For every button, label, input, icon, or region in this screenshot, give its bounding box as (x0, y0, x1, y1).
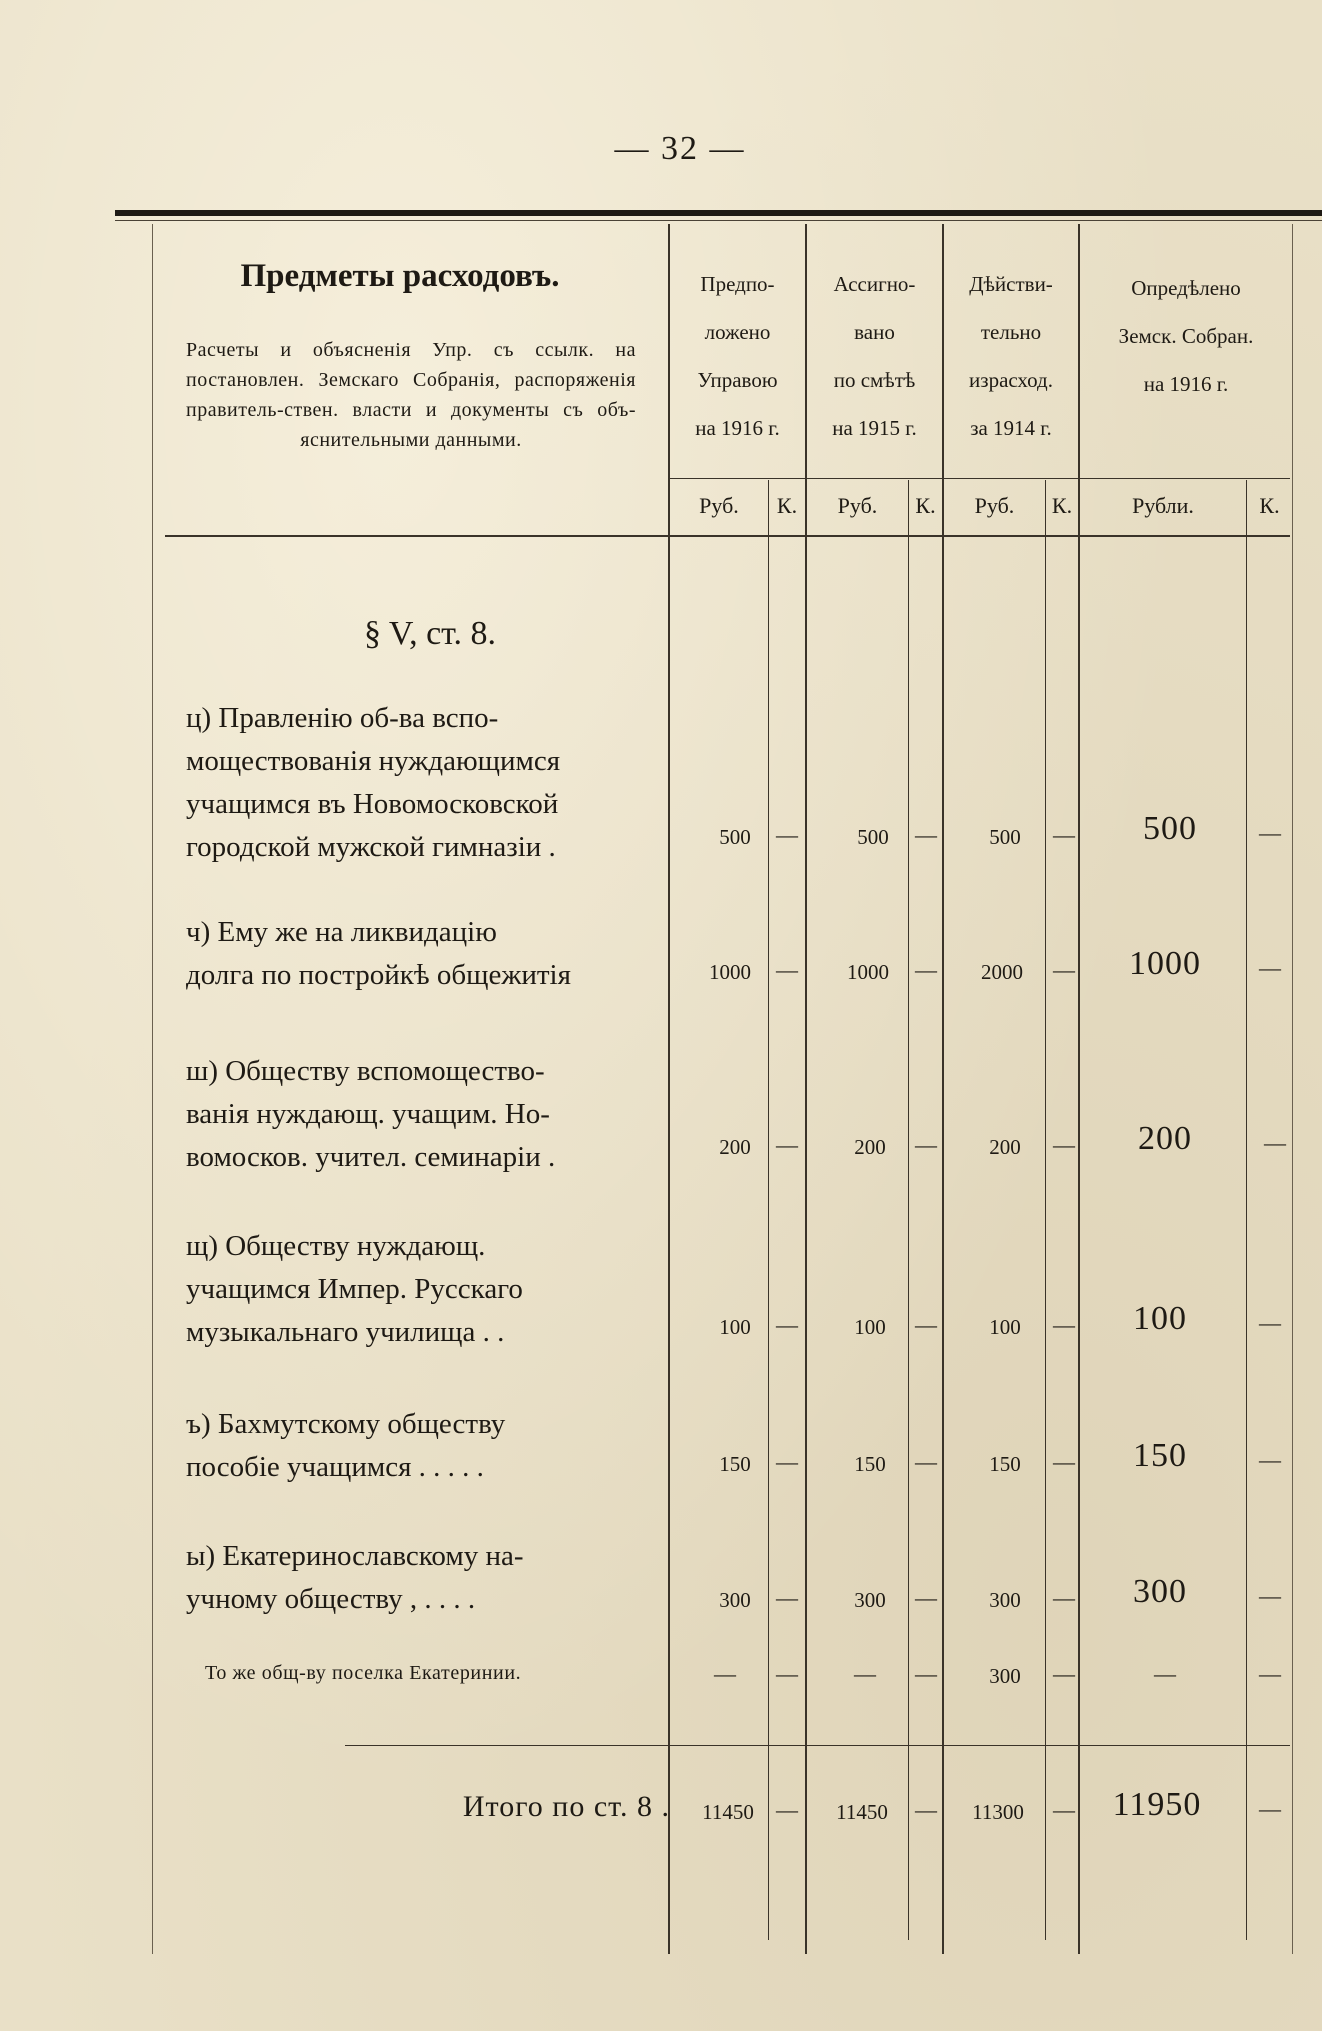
item-line: долга по постройкѣ общежитія (186, 959, 571, 991)
assigned-value: 300 (854, 1588, 886, 1612)
decided-value: 200 (1138, 1120, 1192, 1157)
proposed-value: 150 (719, 1452, 751, 1476)
col-line-3k (1045, 480, 1046, 1940)
kop-dash: — (915, 1132, 937, 1157)
item-line: пособіе учащимся . . . . . (186, 1451, 484, 1483)
unit-kop: К. (915, 493, 936, 518)
total-assigned: 11450 (836, 1800, 888, 1824)
col-line-2k (908, 480, 909, 1940)
col-header-line: Опредѣлено (1131, 276, 1241, 300)
decided-value: 500 (1143, 810, 1197, 847)
decided-value: 1000 (1129, 945, 1201, 982)
spent-value: 300 (989, 1588, 1021, 1612)
item-line: вомосков. учител. семинаріи . (186, 1141, 556, 1173)
unit-rub: Руб. (699, 493, 739, 518)
decided-value: 300 (1133, 1573, 1187, 1610)
kop-dash: — (776, 1132, 798, 1157)
kop-dash: — (915, 1661, 937, 1686)
spent-value: 300 (989, 1664, 1021, 1688)
top-rule (115, 210, 1322, 216)
col-header-line: Предпо- (700, 272, 775, 296)
item-line: ы) Екатеринославскому на- (186, 1540, 524, 1572)
spent-value: 100 (989, 1315, 1021, 1339)
list-item-text (186, 697, 646, 869)
col-header-line: по смѣтѣ (833, 368, 916, 392)
kop-dash: — (915, 1585, 937, 1610)
item-line: учащимся въ Новомосковской (186, 788, 559, 820)
spent-value: 200 (989, 1135, 1021, 1159)
total-label: Итого по ст. 8 . (462, 1790, 670, 1823)
kop-dash: — (776, 822, 798, 847)
kop-dash: — (915, 1449, 937, 1474)
col-header-line: израсход. (969, 368, 1053, 392)
kop-dash: — (776, 1449, 798, 1474)
col-line-2 (805, 224, 807, 1954)
unit-row-rule (670, 478, 1290, 479)
col-header-line: тельно (980, 320, 1042, 344)
list-item-text (186, 1225, 646, 1354)
top-rule-thin (115, 220, 1322, 221)
page-number: — 32 — (614, 130, 746, 167)
item-line: музыкальнаго училища . . (186, 1316, 505, 1348)
kop-dash: — (1053, 822, 1075, 847)
item-line: ъ) Бахмутскому обществу (186, 1408, 506, 1440)
kop-dash: — (1053, 1797, 1075, 1822)
total-decided: 11950 (1112, 1786, 1202, 1823)
kop-dash: — (1259, 1796, 1281, 1821)
col-header-line: Земск. Собран. (1118, 324, 1254, 348)
col-header-line: вано (854, 320, 895, 344)
col-line-4k (1246, 480, 1247, 1940)
kop-dash: — (1264, 1130, 1286, 1155)
item-line: щ) Обществу нуждающ. (186, 1230, 486, 1262)
proposed-value: 500 (719, 825, 751, 849)
col-line-1 (668, 224, 670, 1954)
col-header-line: Управою (697, 368, 778, 392)
kop-dash: — (1259, 955, 1281, 980)
total-spent: 11300 (972, 1800, 1024, 1824)
proposed-value: 1000 (709, 960, 751, 984)
kop-dash: — (915, 822, 937, 847)
header-bottom-rule (165, 535, 1290, 537)
left-border-line (152, 224, 153, 1954)
kop-dash: — (1259, 1661, 1281, 1686)
col-header-spent (944, 260, 1078, 452)
list-item-text (186, 1050, 646, 1179)
list-item-text (186, 1403, 646, 1489)
col-header-line: за 1914 г. (970, 416, 1052, 440)
col-header-line: Ассигно- (833, 272, 916, 296)
item-line: ш) Обществу вспомощество- (186, 1055, 545, 1087)
proposed-value: 300 (719, 1588, 751, 1612)
item-line: городской мужской гимназіи . (186, 831, 556, 863)
col-header-line: на 1916 г. (695, 416, 780, 440)
item-line: То же общ-ву поселка Екатеринии. (205, 1662, 522, 1684)
col-header-proposed (670, 260, 805, 452)
item-line: ванія нуждающ. учащим. Но- (186, 1098, 550, 1130)
assigned-value: 500 (857, 825, 889, 849)
decided-value: — (1154, 1661, 1176, 1686)
item-line: ц) Правленію об-ва вспо- (186, 702, 499, 734)
col-line-1k (768, 480, 769, 1940)
unit-kop: К. (1051, 493, 1073, 518)
spent-value: 500 (989, 825, 1021, 849)
proposed-value: 200 (719, 1135, 751, 1159)
assigned-value: 100 (854, 1315, 886, 1339)
assigned-value: 150 (854, 1452, 886, 1476)
kop-dash: — (776, 1312, 798, 1337)
proposed-value: — (714, 1661, 736, 1686)
assigned-value: 200 (854, 1135, 886, 1159)
list-item-text (186, 1535, 646, 1621)
kop-dash: — (915, 1312, 937, 1337)
list-item-text (205, 1662, 655, 1685)
kop-dash: — (1259, 820, 1281, 845)
kop-dash: — (1053, 1585, 1075, 1610)
col-line-4 (1078, 224, 1080, 1954)
header-title: Предметы расходовъ. (240, 258, 560, 294)
kop-dash: — (776, 1661, 798, 1686)
col-header-line: ложено (704, 320, 771, 344)
col-header-decided (1080, 260, 1292, 408)
spent-value: 150 (989, 1452, 1021, 1476)
kop-dash: — (776, 1797, 798, 1822)
proposed-value: 100 (719, 1315, 751, 1339)
kop-dash: — (915, 1797, 937, 1822)
kop-dash: — (1053, 1312, 1075, 1337)
list-item-text (186, 911, 646, 997)
total-proposed: 11450 (702, 1800, 754, 1824)
kop-dash: — (1259, 1310, 1281, 1335)
assigned-value: 1000 (847, 960, 889, 984)
kop-dash: — (1053, 957, 1075, 982)
item-line: ч) Ему же на ликвидацію (186, 916, 497, 948)
spent-value: 2000 (981, 960, 1023, 984)
col-line-3 (942, 224, 944, 1954)
header-subtitle: Расчеты и объясненія Упр. съ ссылк. на постановлен. Земскаго Собранія, распоряженія правитель-ствен. власти и документы съ объ-яснительными данными. (186, 339, 636, 451)
assigned-value: — (854, 1661, 876, 1686)
kop-dash: — (1259, 1583, 1281, 1608)
total-rule (345, 1745, 1290, 1746)
kop-dash: — (1053, 1661, 1075, 1686)
item-line: учному обществу , . . . . (186, 1583, 476, 1615)
col-header-line: Дѣйстви- (969, 272, 1053, 296)
col-header-line: на 1916 г. (1143, 372, 1229, 396)
unit-kop: К. (776, 493, 798, 518)
unit-rub: Руб. (974, 493, 1015, 518)
kop-dash: — (1259, 1447, 1281, 1472)
section-heading: § V, ст. 8. (364, 615, 496, 652)
kop-dash: — (1053, 1449, 1075, 1474)
item-line: учащимся Импер. Русскаго (186, 1273, 523, 1305)
kop-dash: — (915, 957, 937, 982)
decided-value: 100 (1133, 1300, 1187, 1337)
col-header-assigned (807, 260, 942, 452)
kop-dash: — (1053, 1132, 1075, 1157)
right-border-line (1292, 224, 1293, 1954)
item-line: моществованія нуждающимся (186, 745, 561, 777)
kop-dash: — (776, 957, 798, 982)
kop-dash: — (776, 1585, 798, 1610)
decided-value: 150 (1133, 1437, 1187, 1474)
unit-kop: К. (1259, 493, 1280, 518)
unit-rub: Рубли. (1132, 493, 1194, 518)
unit-rub: Руб. (837, 493, 878, 518)
col-header-line: на 1915 г. (832, 416, 917, 440)
